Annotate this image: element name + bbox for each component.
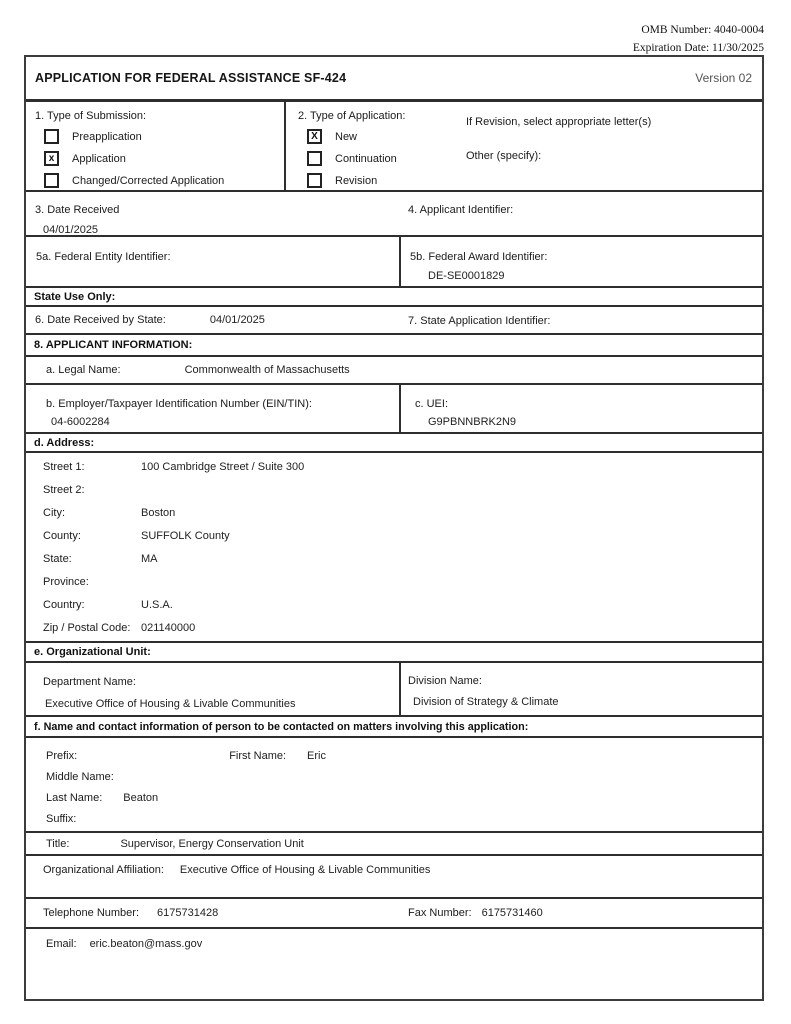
revision-note: If Revision, select appropriate letter(s) (466, 116, 652, 128)
ein-uei-row (26, 383, 762, 432)
uei-label: c. UEI: (415, 398, 449, 410)
type-of-application-label: 2. Type of Application: (298, 110, 406, 122)
department-name-label: Department Name: (43, 676, 136, 688)
option-new: X New (307, 129, 466, 144)
preapplication-checkbox[interactable] (44, 129, 59, 144)
omb-info (633, 22, 764, 58)
address-section-header: d. Address: (26, 432, 762, 451)
organizational-affiliation-value[interactable]: Executive Office of Housing & Livable Communities (179, 864, 431, 876)
option-continuation: Continuation (307, 151, 466, 166)
county-field: County: SUFFOLK County (43, 530, 230, 543)
state-use-only-label: State Use Only: (34, 290, 116, 303)
revision-checkbox[interactable] (307, 173, 322, 188)
omb-expiration-date: Expiration Date: 11/30/2025 (632, 41, 764, 54)
middle-name-line (46, 767, 762, 788)
state-use-only-row (26, 286, 762, 305)
form-header (26, 57, 762, 99)
legal-name-label: a. Legal Name: (46, 364, 121, 376)
federal-award-identifier-value[interactable]: DE-SE0001829 (428, 270, 505, 282)
legal-name-row (26, 355, 762, 383)
date-received-by-state-label: 6. Date Received by State: (35, 314, 166, 326)
telephone-label: Telephone Number: (43, 907, 140, 919)
application-checkbox[interactable]: x (44, 151, 59, 166)
last-name-label: Last Name: (46, 791, 103, 804)
city-field: City: Boston (43, 507, 176, 520)
type-section (26, 99, 762, 190)
country-field: Country: U.S.A. (43, 598, 173, 611)
email-label: Email: (46, 938, 77, 950)
prefix-label: Prefix: (46, 750, 78, 763)
option-application: x Application (44, 151, 284, 166)
last-name-value[interactable]: Beaton (123, 791, 159, 804)
federal-identifier-row (26, 235, 762, 286)
prefix-first-name-line (46, 746, 762, 767)
email-row (26, 927, 762, 999)
fax-value[interactable]: 6175731460 (481, 907, 543, 919)
suffix-line (46, 808, 762, 829)
federal-award-identifier-label: 5b. Federal Award Identifier: (410, 251, 548, 263)
type-of-submission-cell (26, 102, 286, 190)
county-value[interactable]: SUFFOLK County (141, 530, 230, 543)
other-specify-label: Other (specify): (466, 150, 542, 162)
date-received-value[interactable]: 04/01/2025 (43, 224, 99, 236)
form-version: Version 02 (695, 71, 752, 85)
ein-label: b. Employer/Taxpayer Identification Number (EIN/TIN): (46, 398, 312, 410)
page-title: APPLICATION FOR FEDERAL ASSISTANCE SF-424 (35, 71, 347, 85)
address-fields (26, 451, 762, 641)
organizational-affiliation-label: Organizational Affiliation: (43, 864, 164, 876)
street1-field: Street 1: 100 Cambridge Street / Suite 300 (43, 461, 305, 474)
department-name-value[interactable]: Executive Office of Housing & Livable Communities (45, 698, 296, 710)
city-value[interactable]: Boston (141, 507, 176, 520)
street1-value[interactable]: 100 Cambridge Street / Suite 300 (141, 461, 305, 474)
email-value[interactable]: eric.beaton@mass.gov (89, 938, 203, 950)
department-division-row (26, 661, 762, 715)
continuation-checkbox[interactable] (307, 151, 322, 166)
phone-fax-row (26, 897, 762, 927)
fax-label: Fax Number: (408, 907, 472, 919)
option-changed-corrected: Changed/Corrected Application (44, 173, 284, 188)
changed-corrected-checkbox[interactable] (44, 173, 59, 188)
country-value[interactable]: U.S.A. (141, 598, 173, 611)
state-value[interactable]: MA (141, 552, 158, 565)
uei-value[interactable]: G9PBNNBRK2N9 (428, 416, 517, 428)
ein-value[interactable]: 04-6002284 (51, 416, 110, 428)
new-checkbox[interactable]: X (307, 129, 322, 144)
division-name-value[interactable]: Division of Strategy & Climate (413, 696, 559, 708)
zip-field: Zip / Postal Code: 021140000 (43, 621, 196, 634)
applicant-information-header: 8. APPLICANT INFORMATION: (26, 333, 762, 355)
federal-entity-identifier-label: 5a. Federal Entity Identifier: (36, 251, 171, 263)
state-field: State: MA (43, 552, 158, 565)
first-name-value[interactable]: Eric (307, 750, 326, 763)
omb-number: OMB Number: 4040-0004 (641, 24, 764, 36)
title-value[interactable]: Supervisor, Energy Conservation Unit (120, 837, 304, 850)
state-application-identifier-label: 7. State Application Identifier: (408, 315, 551, 327)
type-of-application-cell (286, 102, 762, 190)
last-name-line (46, 788, 762, 809)
state-dates-row (26, 305, 762, 333)
title-label: Title: (46, 837, 70, 850)
option-preapplication: Preapplication (44, 129, 284, 144)
date-received-label: 3. Date Received (35, 204, 120, 216)
telephone-value[interactable]: 6175731428 (157, 907, 219, 919)
date-received-row (26, 190, 762, 235)
street2-field: Street 2: (43, 484, 85, 497)
organizational-unit-header: e. Organizational Unit: (26, 641, 762, 661)
suffix-label: Suffix: (46, 812, 77, 825)
legal-name-value[interactable]: Commonwealth of Massachusetts (184, 364, 350, 376)
division-name-label: Division Name: (408, 675, 482, 687)
organizational-affiliation-row (26, 854, 762, 897)
applicant-identifier-label: 4. Applicant Identifier: (408, 204, 514, 216)
type-of-submission-label: 1. Type of Submission: (35, 110, 147, 122)
sf424-form (24, 55, 764, 1001)
option-revision: Revision (307, 173, 466, 188)
contact-section-header: f. Name and contact information of person to be contacted on matters involving this application: (26, 715, 762, 736)
first-name-label: First Name: (229, 750, 287, 763)
title-row (26, 831, 762, 854)
contact-name-fields (26, 736, 762, 831)
zip-value[interactable]: 021140000 (141, 621, 196, 634)
province-field: Province: (43, 575, 89, 588)
date-received-by-state-value[interactable]: 04/01/2025 (209, 314, 265, 326)
middle-name-label: Middle Name: (46, 771, 114, 784)
